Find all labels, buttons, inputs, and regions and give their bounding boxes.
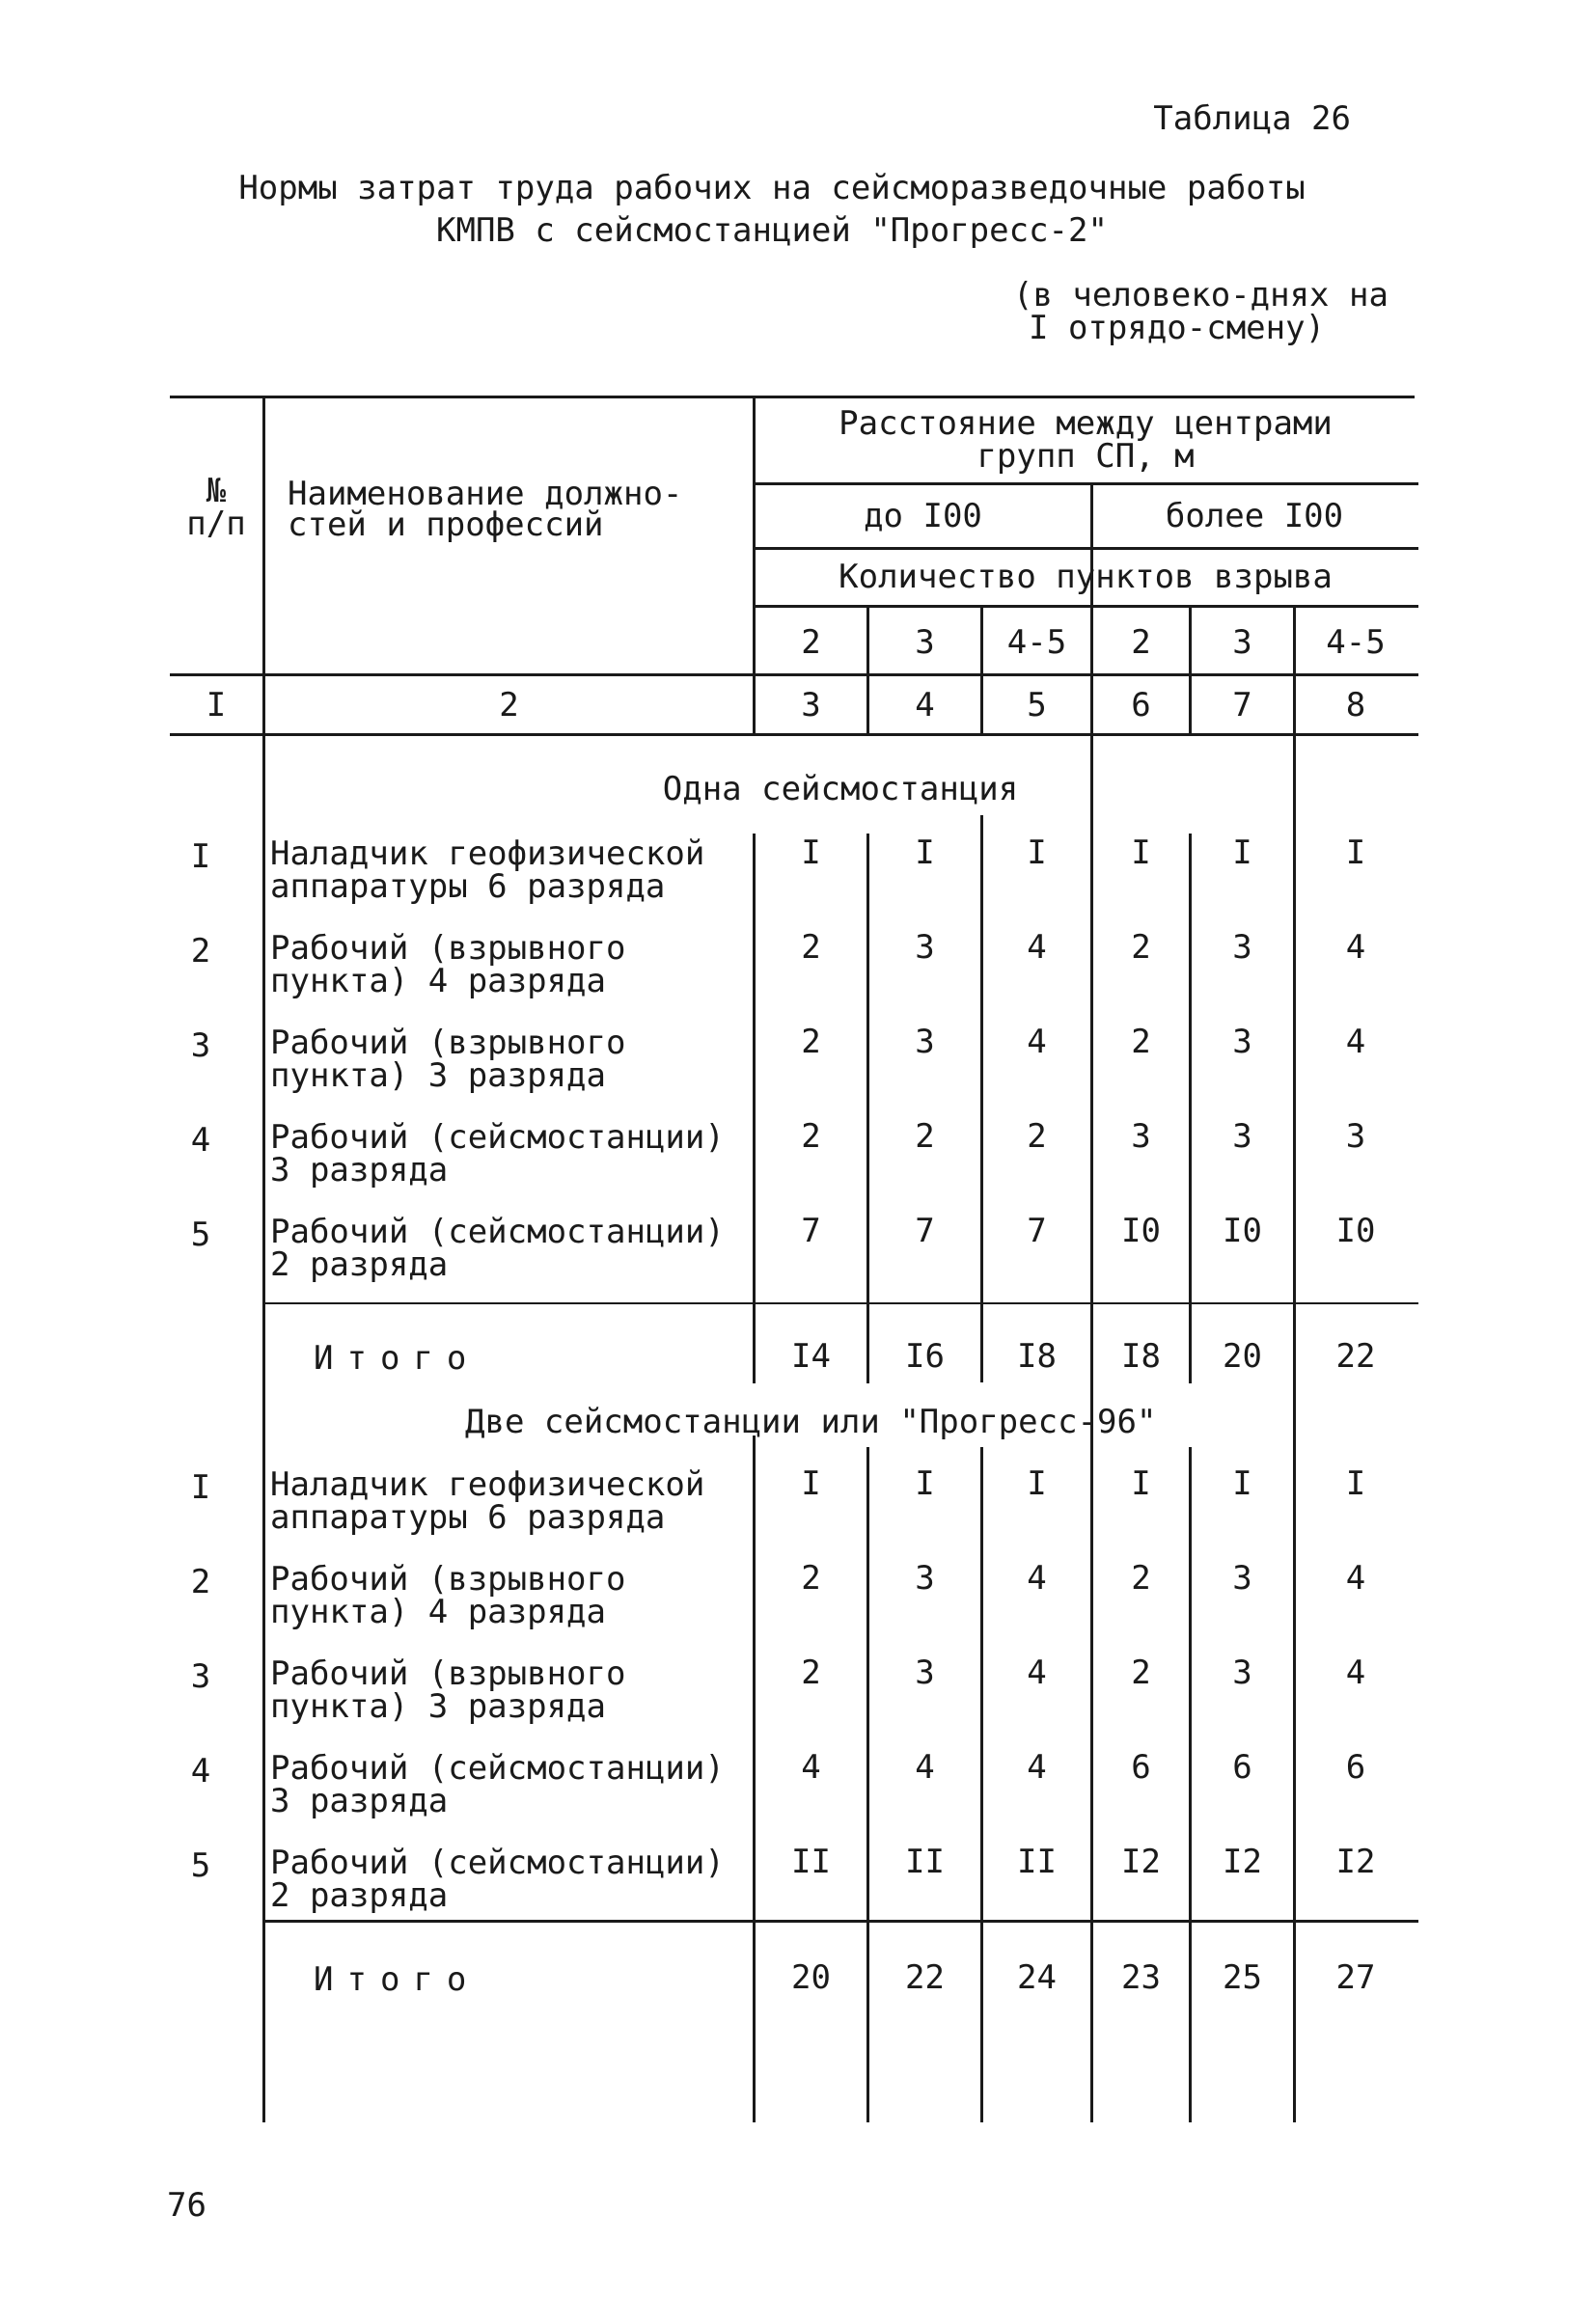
value-cell: I2 <box>1335 1843 1376 1881</box>
total-value: I4 <box>791 1337 831 1376</box>
column-number: I <box>206 686 227 725</box>
row-number: I <box>190 837 211 876</box>
value-cell: 2 <box>801 928 821 967</box>
value-cell: I <box>801 1464 821 1503</box>
value-cell: 2 <box>801 1117 821 1156</box>
row-number: I <box>190 1468 211 1507</box>
value-cell: 4 <box>1345 1654 1366 1692</box>
value-cell: 3 <box>915 928 935 967</box>
value-cell: 2 <box>1131 1023 1151 1061</box>
value-cell: 6 <box>1232 1748 1252 1787</box>
subcol-label: 2 <box>1131 623 1151 662</box>
total-value: 25 <box>1223 1958 1262 1997</box>
value-cell: 7 <box>801 1212 821 1250</box>
value-cell: II <box>1017 1843 1057 1881</box>
row-name: Наладчик геофизической аппаратуры 6 разряда <box>270 834 705 906</box>
row-number: 2 <box>190 932 211 971</box>
row-number: 4 <box>190 1121 211 1160</box>
subcol-label: 3 <box>915 623 935 662</box>
value-cell: 4 <box>1027 928 1047 967</box>
value-cell: 2 <box>801 1559 821 1598</box>
value-cell: 3 <box>915 1559 935 1598</box>
total-value: 23 <box>1121 1958 1161 1997</box>
column-number: 8 <box>1345 686 1366 725</box>
value-cell: 7 <box>915 1212 935 1250</box>
row-name: Рабочий (взрывного пункта) 3 разряда <box>270 1024 626 1095</box>
row-number: 3 <box>190 1026 211 1065</box>
value-cell: I <box>1345 1464 1366 1503</box>
value-cell: 3 <box>915 1023 935 1061</box>
value-cell: I <box>915 834 935 872</box>
value-cell: 6 <box>1131 1748 1151 1787</box>
value-cell: 4 <box>1027 1654 1047 1692</box>
value-cell: I <box>1027 834 1047 872</box>
row-number: 3 <box>190 1657 211 1696</box>
header-group-upto-100: до I00 <box>864 497 982 535</box>
row-name: Рабочий (взрывного пункта) 4 разряда <box>270 1560 626 1631</box>
value-cell: I <box>1027 1464 1047 1503</box>
total-value: 20 <box>1223 1337 1262 1376</box>
column-number: 3 <box>801 686 821 725</box>
row-name: Рабочий (сейсмостанции) 2 разряда <box>270 1844 725 1915</box>
total-value: 20 <box>791 1958 831 1997</box>
value-cell: I2 <box>1121 1843 1161 1881</box>
row-name: Наладчик геофизической аппаратуры 6 разряда <box>270 1465 705 1537</box>
value-cell: 7 <box>1027 1212 1047 1250</box>
table-title-line1: Нормы затрат труда рабочих на сейсморазведочные работы <box>238 169 1306 207</box>
total-value: 24 <box>1017 1958 1057 1997</box>
value-cell: 4 <box>915 1748 935 1787</box>
subcol-label: 2 <box>801 623 821 662</box>
row-name: Рабочий (взрывного пункта) 3 разряда <box>270 1654 626 1726</box>
value-cell: 4 <box>801 1748 821 1787</box>
value-cell: 6 <box>1345 1748 1366 1787</box>
value-cell: 2 <box>1131 1559 1151 1598</box>
header-group-over-100: более I00 <box>1165 497 1344 535</box>
row-name: Рабочий (сейсмостанции) 2 разряда <box>270 1213 725 1284</box>
value-cell: I <box>801 834 821 872</box>
page-number: 76 <box>167 2186 206 2225</box>
value-cell: II <box>905 1843 945 1881</box>
value-cell: 2 <box>801 1654 821 1692</box>
total-value: I8 <box>1017 1337 1057 1376</box>
value-cell: 3 <box>915 1654 935 1692</box>
value-cell: 4 <box>1345 1023 1366 1061</box>
value-cell: I <box>1131 1464 1151 1503</box>
value-cell: 3 <box>1232 1559 1252 1598</box>
column-number: 2 <box>499 686 519 725</box>
value-cell: 3 <box>1232 928 1252 967</box>
value-cell: I0 <box>1121 1212 1161 1250</box>
value-cell: 4 <box>1345 1559 1366 1598</box>
value-cell: 2 <box>1131 1654 1151 1692</box>
value-cell: 3 <box>1345 1117 1366 1156</box>
subcol-label: 4-5 <box>1326 623 1386 662</box>
row-number: 4 <box>190 1752 211 1791</box>
column-number: 4 <box>915 686 935 725</box>
column-number: 6 <box>1131 686 1151 725</box>
column-number: 7 <box>1232 686 1252 725</box>
table-title-line2: КМПВ с сейсмостанцией "Прогресс-2" <box>436 211 1108 250</box>
value-cell: 2 <box>915 1117 935 1156</box>
value-cell: I2 <box>1223 1843 1262 1881</box>
table-label: Таблица 26 <box>1153 99 1351 138</box>
value-cell: II <box>791 1843 831 1881</box>
total-value: I6 <box>905 1337 945 1376</box>
value-cell: I <box>915 1464 935 1503</box>
total-value: 27 <box>1335 1958 1376 1997</box>
units-note-line1: (в человеко-днях на <box>1013 276 1389 314</box>
value-cell: 4 <box>1345 928 1366 967</box>
value-cell: I <box>1131 834 1151 872</box>
value-cell: 2 <box>1131 928 1151 967</box>
section-title: Одна сейсмостанция <box>662 770 1019 808</box>
value-cell: I <box>1232 834 1252 872</box>
row-number: 5 <box>190 1846 211 1885</box>
value-cell: 3 <box>1131 1117 1151 1156</box>
header-name-col: Наименование должно- стей и профессий <box>288 475 683 544</box>
total-label: Итого <box>314 1339 481 1378</box>
value-cell: 3 <box>1232 1654 1252 1692</box>
value-cell: I <box>1232 1464 1252 1503</box>
total-value: 22 <box>905 1958 945 1997</box>
column-number: 5 <box>1027 686 1047 725</box>
header-distance: Расстояние между центрами групп СП, м <box>839 404 1333 476</box>
value-cell: 3 <box>1232 1023 1252 1061</box>
value-cell: 4 <box>1027 1748 1047 1787</box>
total-value: I8 <box>1121 1337 1161 1376</box>
row-name: Рабочий (сейсмостанции) 3 разряда <box>270 1118 725 1189</box>
value-cell: 4 <box>1027 1023 1047 1061</box>
value-cell: 3 <box>1232 1117 1252 1156</box>
row-number: 2 <box>190 1563 211 1601</box>
value-cell: 2 <box>1027 1117 1047 1156</box>
total-label: Итого <box>314 1960 481 1999</box>
value-cell: 2 <box>801 1023 821 1061</box>
units-note-line2: I отрядо-смену) <box>1029 309 1326 347</box>
row-name: Рабочий (взрывного пункта) 4 разряда <box>270 929 626 1000</box>
value-cell: I0 <box>1335 1212 1376 1250</box>
section-title: Две сейсмостанции или "Прогресс-96" <box>465 1403 1157 1441</box>
total-value: 22 <box>1335 1337 1376 1376</box>
value-cell: 4 <box>1027 1559 1047 1598</box>
header-num-col: № п/п <box>186 472 246 543</box>
row-number: 5 <box>190 1216 211 1254</box>
subcol-label: 3 <box>1232 623 1252 662</box>
value-cell: I <box>1345 834 1366 872</box>
value-cell: I0 <box>1223 1212 1262 1250</box>
header-points-count: Количество пунктов взрыва <box>839 558 1333 596</box>
subcol-label: 4-5 <box>1006 623 1067 662</box>
row-name: Рабочий (сейсмостанции) 3 разряда <box>270 1749 725 1820</box>
